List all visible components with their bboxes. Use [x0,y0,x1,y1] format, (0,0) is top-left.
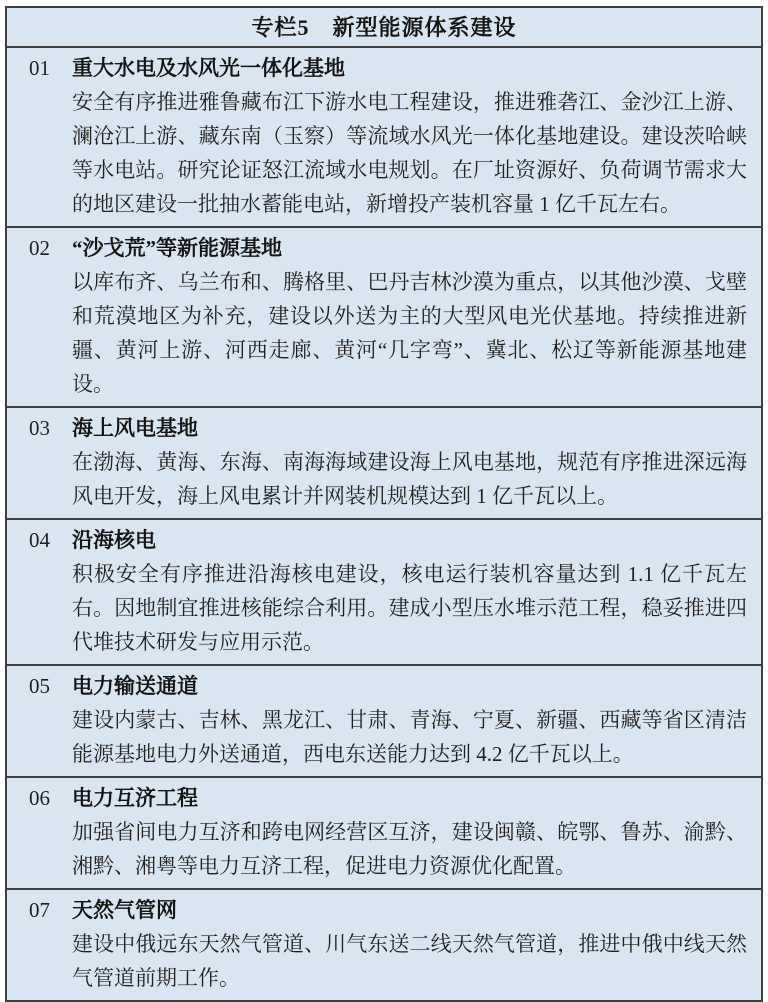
section-heading: “沙戈荒”等新能源基地 [72,236,282,260]
section-row-06 [7,778,761,890]
section-heading: 重大水电及水风光一体化基地 [72,56,345,80]
section-heading: 海上风电基地 [72,416,198,440]
section-body: 建设内蒙古、吉林、黑龙江、甘肃、青海、宁夏、新疆、西藏等省区清洁能源基地电力外送通道，西电东送能力达到 4.2 亿千瓦以上。 [72,708,747,766]
section-row-02 [7,228,761,408]
section-content [72,51,747,221]
section-number: 04 [29,528,50,552]
section-heading: 天然气管网 [72,898,177,922]
section-number: 05 [29,674,50,698]
section-content [72,781,747,883]
section-row-03 [7,408,761,520]
section-content [72,411,747,513]
section-heading: 沿海核电 [72,528,156,552]
section-row-01 [7,48,761,228]
section-body: 安全有序推进雅鲁藏布江下游水电工程建设，推进雅砻江、金沙江上游、澜沧江上游、藏东南（玉察）等流域水风光一体化基地建设。建设茨哈峡等水电站。研究论证怒江流域水电规划。在厂址资源好、负荷调节需求大的地区建设一批抽水蓄能电站，新增投产装机容量 1 亿千瓦左右。 [72,90,747,216]
section-body: 以库布齐、乌兰布和、腾格里、巴丹吉林沙漠为重点，以其他沙漠、戈壁和荒漠地区为补充，建设以外送为主的大型风电光伏基地。持续推进新疆、黄河上游、河西走廊、黄河“几字弯”、冀北、松辽等新能源基地建设。 [72,270,747,396]
section-content [72,893,747,995]
section-content [72,669,747,771]
textbox-panel [5,6,763,1002]
section-number: 03 [29,416,50,440]
section-row-04 [7,520,761,666]
section-body: 建设中俄远东天然气管道、川气东送二线天然气管道，推进中俄中线天然气管道前期工作。 [72,932,747,990]
section-number: 02 [29,236,50,260]
section-number: 01 [29,56,50,80]
section-heading: 电力输送通道 [72,674,198,698]
section-heading: 电力互济工程 [72,786,198,810]
section-row-05 [7,666,761,778]
section-content [72,231,747,401]
section-number: 07 [29,898,50,922]
section-body: 积极安全有序推进沿海核电建设，核电运行装机容量达到 1.1 亿千瓦左右。因地制宜推进核能综合利用。建成小型压水堆示范工程，稳妥推进四代堆技术研发与应用示范。 [72,562,747,654]
section-row-07 [7,890,761,1000]
section-number: 06 [29,786,50,810]
section-body: 在渤海、黄海、东海、南海海域建设海上风电基地，规范有序推进深远海风电开发，海上风电累计并网装机规模达到 1 亿千瓦以上。 [72,450,747,508]
panel-title: 专栏5 新型能源体系建设 [7,8,761,48]
section-body: 加强省间电力互济和跨电网经营区互济，建设闽赣、皖鄂、鲁苏、渝黔、湘黔、湘粤等电力互济工程，促进电力资源优化配置。 [72,820,747,878]
section-content [72,523,747,659]
